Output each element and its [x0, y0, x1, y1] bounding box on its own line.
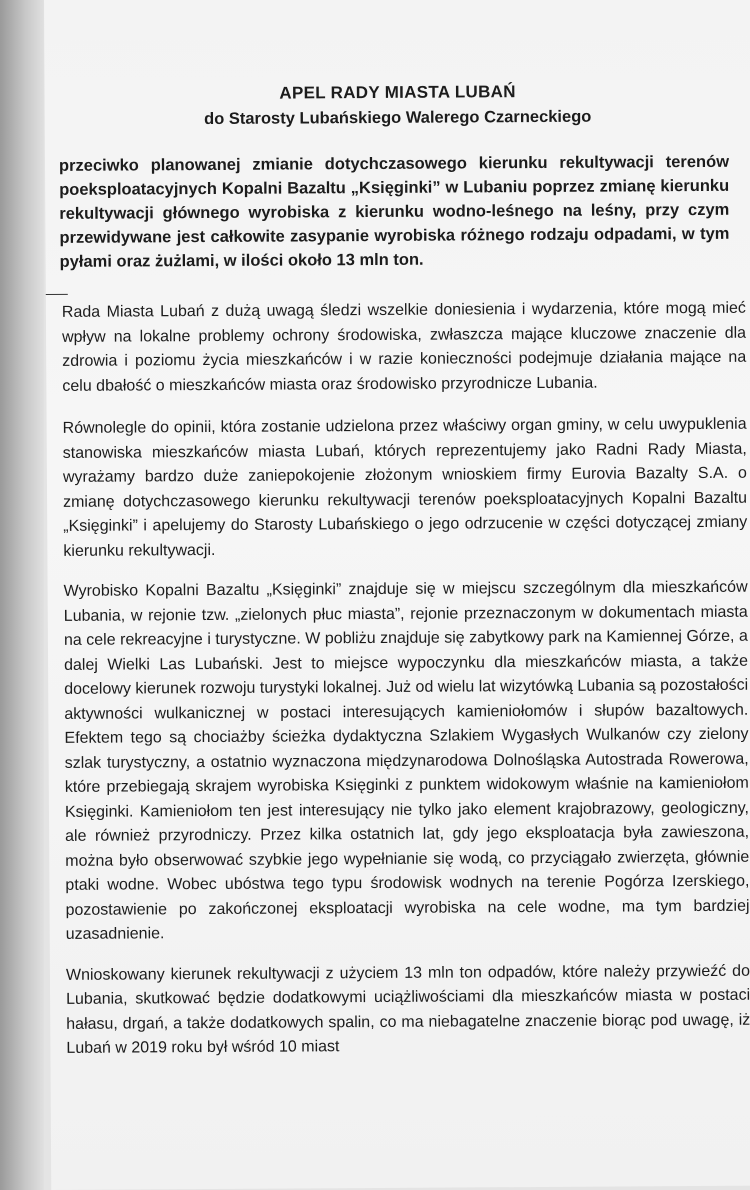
appeal-subject: przeciwko planowanej zmianie dotychczasowego kierunku rekultywacji terenów poeksploatacyjnych Kopalni Bazaltu „Księginki” w Lubaniu poprzez zmianę kierunku rekultywacji głównego wyrobiska z kierunku wodno-leśnego na leśny, przy czym przewidywane jest całkowite zasypanie wyrobiska różnego rodzaju odpadami, w tym pyłami oraz żużlami, w ilości około 13 mln ton. [58, 152, 730, 271]
paragraph-3: Wyrobisko Kopalni Bazaltu „Księginki” znajduje się w miejscu szczególnym dla mieszkańców Lubania, w rejonie tzw. „zielonych płuc miasta”, rejonie przeznaczonym w dokumentach miasta na cele rekreacyjne i turystyczne. W pobliżu znajduje się zabytkowy park na Kamiennej Górze, a dalej Wielki Las Lubański. Jest to miejsce wypoczynku dla mieszkańców miasta, a także docelowy kierunek rozwoju turystyki lokalnej. Już od wielu lat wizytówką Lubania są pozostałości aktywności wulkanicznej w postaci interesujących kamieniołomów i słupów bazaltowych. Efektem tego są chociażby ścieżka dydaktyczna Szlakiem Wygasłych Wulkanów czy zielony szlak turystyczny, a ostatnio wyznaczona międzynarodowa Dolnośląska Autostrada Rowerowa, które przebiegają skrajem wyrobiska Księginki z punktem widokowym właśnie na kamieniołom Księginki. Kamieniołom ten jest interesujący nie tylko jako element krajobrazowy, geologiczny, ale również przyrodniczy. Przez kilka ostatnich lat, gdy jego eksploatacja była zawieszona, można było obserwować szybkie jego wypełnianie się wodą, co przyciągało zwierzęta, głównie ptaki wodne. Wobec ubóstwa tego typu środowisk wodnych na terenie Pogórza Izerskiego, pozostawienie po zakończonej eksploatacji wyrobiska na cele wodne, ma tym bardziej uzasadnienie. [63, 578, 750, 943]
document-subtitle: do Starosty Lubańskiego Walerego Czarneckiego [204, 107, 592, 129]
document-page [44, 0, 750, 1190]
paragraph-1: Rada Miasta Lubań z dużą uwagą śledzi wszelkie doniesienia i wydarzenia, które mogą mieć wpływ na lokalne problemy ochrony środowiska, zwłaszcza mające kluczowe znaczenie dla zdrowia i poziomu życia mieszkańców i w razie konieczności podejmuje działania mające na celu dbałość o mieszkańców miasta oraz środowisko przyrodnicze Lubania. [61, 299, 747, 395]
page-edge-shadow [0, 0, 44, 1190]
separator-line [46, 294, 68, 295]
document-title: APEL RADY MIASTA LUBAŃ [279, 82, 516, 103]
paragraph-4: Wnioskowany kierunek rekultywacji z użyciem 13 mln ton odpadów, które należy przywieźć do Lubania, skutkować będzie dodatkowymi uciążliwościami dla mieszkańców miasta w postaci hałasu, drgań, a także dodatkowych spalin, co ma niebagatelne znaczenie biorąc pod uwagę, iż Lubań w 2019 roku był wśród 10 miast [65, 962, 750, 1057]
paragraph-2: Równolegle do opinii, która zostanie udzielona przez właściwy organ gminy, w celu uwypuklenia stanowiska mieszkańców miasta Lubań, których reprezentujemy jako Radni Rady Miasta, wyrażamy bardzo duże zaniepokojenie złożonym wnioskiem firmy Eurovia Bazalty S.A. o zmianę dotychczasowego kierunku rekultywacji terenów poeksploatacyjnych Kopalni Bazaltu „Księginki” i apelujemy do Starosty Lubańskiego o jego odrzucenie w części dotyczącej zmiany kierunku rekultywacji. [62, 415, 748, 560]
